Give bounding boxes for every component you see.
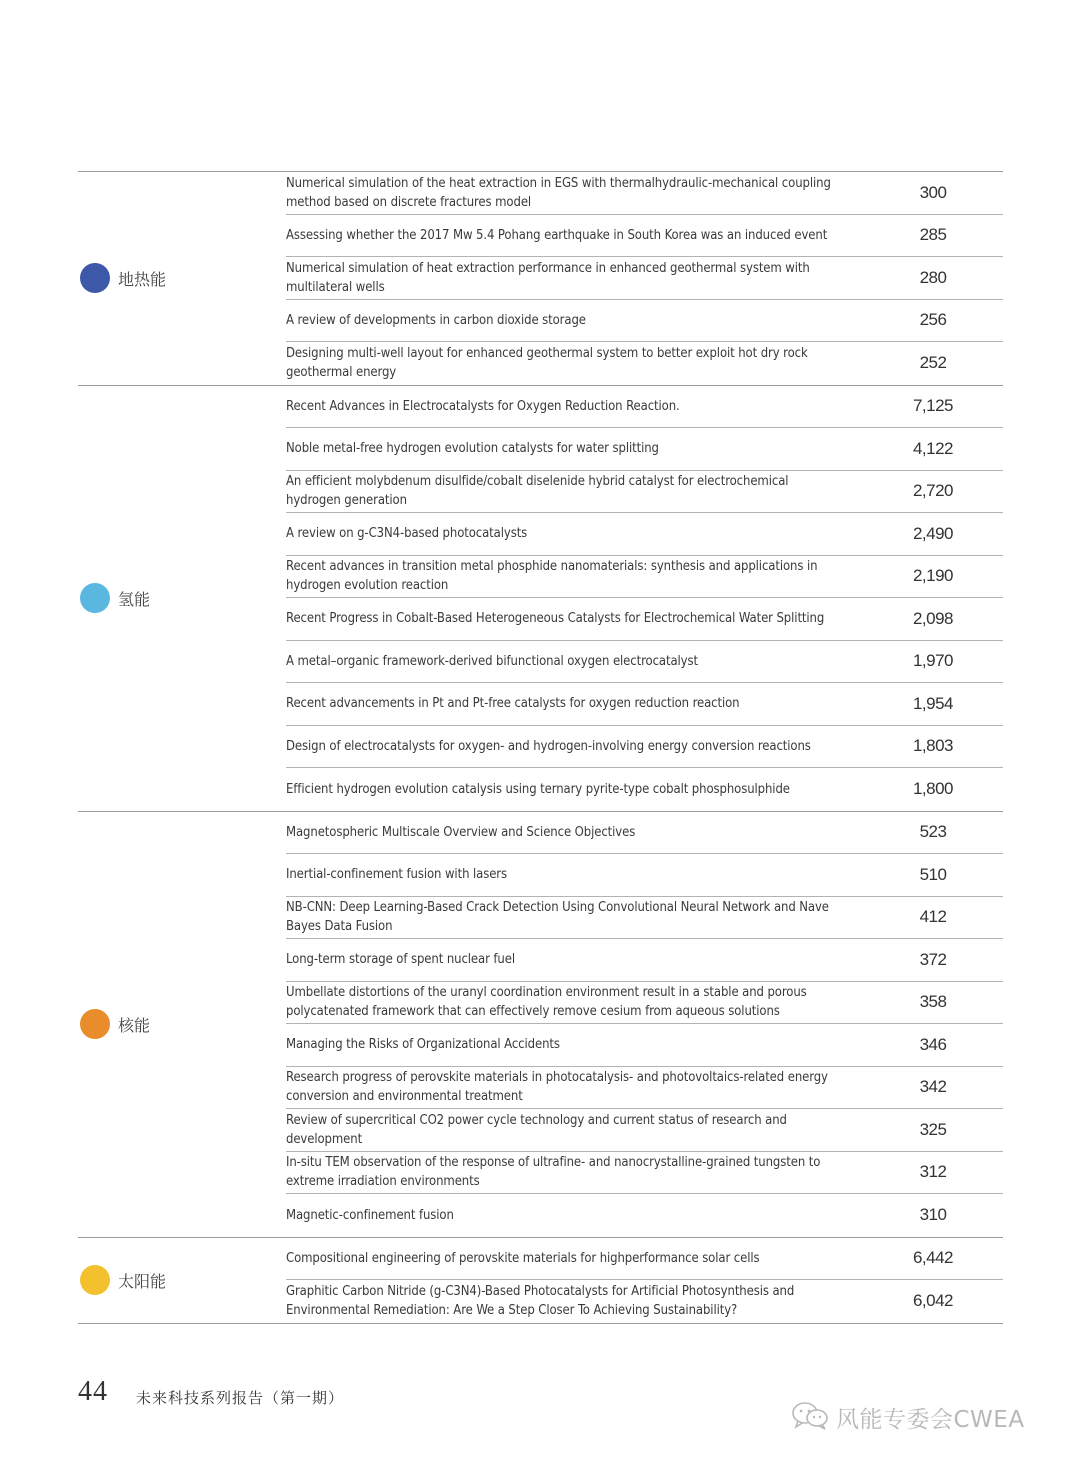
table-row: [286, 1280, 1003, 1323]
table-row: [286, 982, 1003, 1025]
table-row: [286, 897, 1003, 940]
category-cell: [78, 172, 286, 385]
paper-title: Long-term storage of spent nuclear fuel: [286, 952, 515, 968]
paper-title: Assessing whether the 2017 Mw 5.4 Pohang earthquake in South Korea was an induced event: [286, 227, 828, 243]
citation-count: 285: [919, 225, 947, 245]
citation-count: 1,803: [912, 736, 954, 756]
category-cell: [78, 386, 286, 811]
table-row: [286, 1152, 1003, 1195]
category-label: 氢能: [118, 591, 151, 609]
citation-count: 523: [919, 822, 947, 842]
table-row: [286, 1238, 1003, 1281]
report-title: 未来科技系列报告（第一期）: [136, 1389, 345, 1407]
paper-title: Recent Progress in Cobalt-Based Heterogeneous Catalysts for Electrochemical Water Splitting: [286, 611, 825, 627]
citation-count: 412: [919, 907, 947, 927]
citation-count: 325: [919, 1119, 947, 1139]
table-row: [286, 1024, 1003, 1067]
citation-count: 372: [919, 949, 947, 969]
citation-count: 300: [919, 182, 947, 202]
table-row: [286, 726, 1003, 769]
category-dot-icon: [80, 263, 110, 293]
watermark-text: 风能专委会CWEA: [836, 1407, 1025, 1433]
table-row: [286, 598, 1003, 641]
category-rows: [286, 172, 1003, 385]
paper-title: An efficient molybdenum disulfide/cobalt diselenide hybrid catalyst for electrochemical hydrogen generation: [286, 474, 789, 509]
category-group: [78, 1238, 1003, 1324]
citation-count: 256: [919, 310, 947, 330]
paper-title: A review on g-C3N4-based photocatalysts: [286, 526, 528, 542]
category-dot-icon: [80, 1009, 110, 1039]
paper-title: NB-CNN: Deep Learning-Based Crack Detection Using Convolutional Neural Network and Nave Bayes Data Fusion: [286, 900, 829, 935]
paper-title: Recent advances in transition metal phosphide nanomaterials: synthesis and applications in hydrogen evolution reaction: [286, 559, 818, 594]
table-row: [286, 1067, 1003, 1110]
category-label: 地热能: [118, 271, 167, 289]
category-rows: [286, 386, 1003, 811]
paper-title: Review of supercritical CO2 power cycle technology and current status of research and development: [286, 1112, 787, 1147]
paper-title: Research progress of perovskite materials in photocatalysis- and photovoltaics-related energy conversion and environmental treatment: [286, 1070, 828, 1105]
citation-count: 346: [919, 1034, 947, 1054]
citation-count: 342: [919, 1077, 947, 1097]
wechat-icon: [790, 1400, 830, 1435]
category-label: 核能: [118, 1017, 151, 1035]
paper-title: Design of electrocatalysts for oxygen- and hydrogen-involving energy conversion reactions: [286, 738, 811, 754]
paper-title: Designing multi-well layout for enhanced geothermal system to better exploit hot dry rock geothermal energy: [286, 346, 808, 381]
citation-count: 1,954: [912, 693, 954, 713]
papers-table: [78, 171, 1003, 1324]
table-row: [286, 683, 1003, 726]
citation-count: 252: [919, 353, 947, 373]
table-row: [286, 556, 1003, 599]
category-group: [78, 386, 1003, 812]
paper-title: Efficient hydrogen evolution catalysis using ternary pyrite-type cobalt phosphosulphide: [286, 781, 790, 797]
category-cell: [78, 812, 286, 1237]
paper-title: Graphitic Carbon Nitride (g-C3N4)-Based Photocatalysts for Artificial Photosynthesis and Environmental Remediation: Are We a Step Closer To Achieving Sustainability?: [286, 1284, 795, 1319]
citation-count: 358: [919, 992, 947, 1012]
paper-title: Umbellate distortions of the uranyl coordination environment result in a stable and porous polycatenated framework that can effectively remove cesium from aqueous solutions: [286, 985, 807, 1020]
table-row: [286, 1194, 1003, 1237]
table-row: [286, 768, 1003, 811]
citation-count: 280: [919, 267, 947, 287]
table-row: [286, 215, 1003, 258]
paper-title: Numerical simulation of heat extraction performance in enhanced geothermal system with multilateral wells: [286, 260, 810, 295]
citation-count: 310: [919, 1205, 947, 1225]
citation-count: 1,970: [912, 651, 954, 671]
table-row: [286, 300, 1003, 343]
paper-title: Recent advancements in Pt and Pt-free catalysts for oxygen reduction reaction: [286, 696, 740, 712]
table-row: [286, 854, 1003, 897]
category-cell: [78, 1238, 286, 1323]
citation-count: 6,442: [912, 1248, 954, 1268]
category-rows: [286, 812, 1003, 1237]
paper-title: A review of developments in carbon dioxide storage: [286, 312, 586, 328]
paper-title: In-situ TEM observation of the response of ultrafine- and nanocrystalline-grained tungsten to extreme irradiation environments: [286, 1155, 821, 1190]
category-dot-icon: [80, 583, 110, 613]
paper-title: Recent Advances in Electrocatalysts for Oxygen Reduction Reaction.: [286, 398, 680, 414]
category-rows: [286, 1238, 1003, 1323]
paper-title: A metal–organic framework-derived bifunctional oxygen electrocatalyst: [286, 653, 698, 669]
table-row: [286, 342, 1003, 385]
citation-count: 4,122: [912, 438, 954, 458]
citation-count: 2,190: [912, 566, 954, 586]
table-row: [286, 428, 1003, 471]
paper-title: Inertial-confinement fusion with lasers: [286, 867, 507, 883]
category-label: 太阳能: [118, 1273, 167, 1291]
citation-count: 1,800: [912, 779, 954, 799]
citation-count: 510: [919, 864, 947, 884]
category-dot-icon: [80, 1265, 110, 1295]
citation-count: 7,125: [912, 396, 954, 416]
page-number: 44: [78, 1376, 108, 1407]
paper-title: Numerical simulation of the heat extraction in EGS with thermalhydraulic-mechanical coupling method based on discrete fractures model: [286, 175, 831, 210]
table-row: [286, 812, 1003, 855]
table-row: [286, 257, 1003, 300]
table-row: [286, 939, 1003, 982]
paper-title: Compositional engineering of perovskite materials for highperformance solar cells: [286, 1250, 760, 1266]
category-group: [78, 812, 1003, 1238]
citation-count: 312: [919, 1162, 947, 1182]
citation-count: 6,042: [912, 1291, 954, 1311]
citation-count: 2,490: [912, 523, 954, 543]
table-row: [286, 386, 1003, 429]
table-row: [286, 471, 1003, 514]
table-row: [286, 1109, 1003, 1152]
paper-title: Managing the Risks of Organizational Accidents: [286, 1037, 560, 1053]
table-row: [286, 513, 1003, 556]
citation-count: 2,720: [912, 481, 954, 501]
citation-count: 2,098: [912, 608, 954, 628]
paper-title: Noble metal-free hydrogen evolution catalysts for water splitting: [286, 441, 659, 457]
paper-title: Magnetospheric Multiscale Overview and Science Objectives: [286, 824, 636, 840]
paper-title: Magnetic-confinement fusion: [286, 1207, 454, 1223]
category-group: [78, 172, 1003, 386]
table-row: [286, 172, 1003, 215]
table-row: [286, 641, 1003, 684]
watermark: [790, 1400, 1025, 1435]
